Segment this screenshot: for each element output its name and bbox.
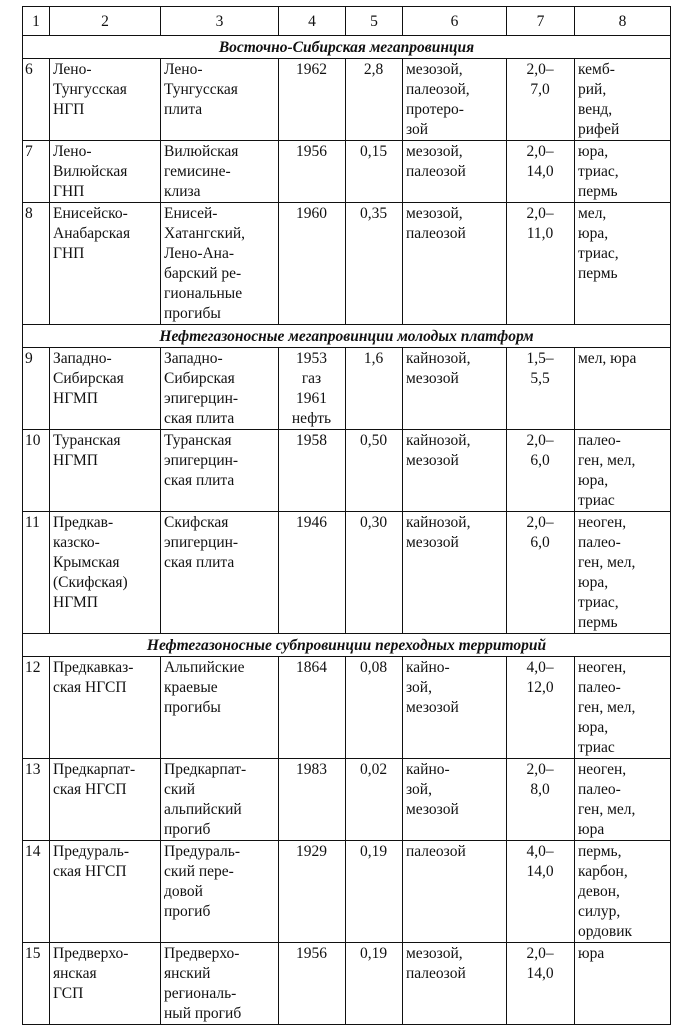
structure-name-text: Предураль- ский пере- довой прогиб <box>164 843 240 920</box>
strata-cell-text: кемб- рий, венд, рифей <box>578 61 620 138</box>
column-header <box>279 7 346 36</box>
row-number-text: 12 <box>25 659 41 676</box>
table-row <box>23 943 671 1025</box>
strata-cell <box>575 943 671 1025</box>
section-title <box>23 325 671 348</box>
value-cell <box>346 141 403 203</box>
depth-range-text: 4,0– 12,0 <box>526 659 554 696</box>
column-header-text: 4 <box>308 13 316 30</box>
province-name-text: Западно- Сибирская НГМП <box>53 350 124 407</box>
value-cell <box>346 203 403 325</box>
row-number-text: 13 <box>25 761 41 778</box>
section-header-row <box>23 325 671 348</box>
value-cell-text: 0,50 <box>359 432 388 449</box>
column-header <box>50 7 161 36</box>
discovery-year-text: 1960 <box>296 205 327 222</box>
era-cell-text: мезозой, палеозой <box>406 143 466 180</box>
province-name <box>50 512 161 634</box>
structure-name <box>161 759 279 841</box>
table-row <box>23 512 671 634</box>
column-header-text: 8 <box>618 13 627 30</box>
value-cell <box>346 512 403 634</box>
province-name-text: Предкавказ- ская НГСП <box>53 659 134 696</box>
column-header <box>161 7 279 36</box>
strata-cell <box>575 203 671 325</box>
discovery-year <box>279 430 346 512</box>
depth-range-text: 1,5– 5,5 <box>526 350 554 387</box>
row-number <box>23 657 50 759</box>
province-name-text: Енисейско- Анабарская ГНП <box>53 205 131 262</box>
strata-cell <box>575 657 671 759</box>
structure-name <box>161 657 279 759</box>
depth-range-text: 2,0– 14,0 <box>526 143 554 180</box>
era-cell-text: мезозой, палеозой <box>406 945 466 982</box>
discovery-year-text: 1956 <box>296 945 327 962</box>
row-number <box>23 512 50 634</box>
column-header <box>346 7 403 36</box>
strata-cell-text: юра, триас, пермь <box>578 143 619 200</box>
table-row <box>23 203 671 325</box>
structure-name-text: Предверхо- янский региональ- ный прогиб <box>164 945 242 1022</box>
era-cell-text: мезозой, палеозой <box>406 205 466 242</box>
province-name-text: Предкав- казско- Крымская (Скифская) НГМП <box>53 514 128 611</box>
depth-range <box>507 512 575 634</box>
discovery-year <box>279 141 346 203</box>
era-cell <box>403 657 507 759</box>
era-cell <box>403 943 507 1025</box>
value-cell-text: 0,30 <box>359 514 388 531</box>
table-row <box>23 59 671 141</box>
table-row <box>23 841 671 943</box>
section-title <box>23 634 671 657</box>
depth-range-text: 2,0– 6,0 <box>526 432 554 469</box>
data-table <box>22 6 671 1025</box>
column-header-text: 6 <box>450 13 459 30</box>
strata-cell <box>575 430 671 512</box>
section-title-text: Восточно-Сибирская мегапровинция <box>218 39 475 56</box>
row-number-text: 9 <box>25 350 33 367</box>
column-header-text: 5 <box>370 13 378 30</box>
table-row <box>23 430 671 512</box>
discovery-year <box>279 203 346 325</box>
province-name-text: Предкарпат- ская НГСП <box>53 761 136 798</box>
strata-cell <box>575 141 671 203</box>
table-row <box>23 657 671 759</box>
discovery-year <box>279 943 346 1025</box>
discovery-year <box>279 759 346 841</box>
depth-range <box>507 203 575 325</box>
discovery-year-text: 1864 <box>296 659 327 676</box>
province-name <box>50 430 161 512</box>
section-title-text: Нефтегазоносные субпровинции переходных территорий <box>146 637 547 654</box>
strata-cell-text: палео- ген, мел, юра, триас <box>578 432 636 509</box>
section-header-row <box>23 36 671 59</box>
strata-cell <box>575 512 671 634</box>
table-row <box>23 141 671 203</box>
column-header <box>507 7 575 36</box>
column-header <box>23 7 50 36</box>
row-number-text: 7 <box>25 143 33 160</box>
structure-name-text: Западно- Сибирская эпигерцин- ская плита <box>164 350 239 427</box>
structure-name-text: Вилюйская гемисине- клиза <box>164 143 239 200</box>
discovery-year <box>279 512 346 634</box>
era-cell <box>403 203 507 325</box>
strata-cell-text: неоген, палео- ген, мел, юра, триас, пермь <box>578 514 636 631</box>
structure-name-text: Лено- Тунгусская плита <box>164 61 238 118</box>
province-name <box>50 59 161 141</box>
discovery-year-text: 1929 <box>296 843 327 860</box>
depth-range <box>507 943 575 1025</box>
value-cell-text: 1,6 <box>363 350 384 367</box>
structure-name <box>161 59 279 141</box>
strata-cell-text: пермь, карбон, девон, силур, ордовик <box>578 843 633 940</box>
era-cell-text: палеозой <box>406 843 466 860</box>
discovery-year <box>279 841 346 943</box>
province-name <box>50 141 161 203</box>
row-number <box>23 841 50 943</box>
era-cell <box>403 512 507 634</box>
province-name <box>50 657 161 759</box>
row-number-text: 10 <box>25 432 41 449</box>
row-number <box>23 59 50 141</box>
strata-cell <box>575 841 671 943</box>
structure-name <box>161 512 279 634</box>
structure-name <box>161 841 279 943</box>
row-number-text: 6 <box>25 61 33 78</box>
header-row <box>23 7 671 36</box>
strata-cell-text: мел, юра, триас, пермь <box>578 205 619 282</box>
row-number <box>23 141 50 203</box>
structure-name <box>161 430 279 512</box>
depth-range-text: 4,0– 14,0 <box>526 843 554 880</box>
value-cell <box>346 657 403 759</box>
structure-name <box>161 943 279 1025</box>
column-header <box>575 7 671 36</box>
province-name <box>50 203 161 325</box>
depth-range <box>507 430 575 512</box>
era-cell-text: кайнозой, мезозой <box>406 514 471 551</box>
structure-name-text: Енисей- Хатангский, Лено-Ана- барский ре- гиональные прогибы <box>164 205 246 322</box>
structure-name-text: Туранская эпигерцин- ская плита <box>164 432 239 489</box>
row-number <box>23 348 50 430</box>
depth-range <box>507 59 575 141</box>
discovery-year-text: 1946 <box>296 514 327 531</box>
discovery-year <box>279 348 346 430</box>
column-header <box>403 7 507 36</box>
value-cell-text: 0,08 <box>359 659 388 676</box>
province-name <box>50 348 161 430</box>
value-cell-text: 0,15 <box>359 143 388 160</box>
row-number <box>23 759 50 841</box>
value-cell <box>346 759 403 841</box>
province-name-text: Туранская НГМП <box>53 432 121 469</box>
row-number-text: 15 <box>25 945 41 962</box>
row-number <box>23 203 50 325</box>
discovery-year <box>279 657 346 759</box>
section-header-row <box>23 634 671 657</box>
structure-name <box>161 203 279 325</box>
strata-cell <box>575 59 671 141</box>
depth-range <box>507 657 575 759</box>
strata-cell <box>575 759 671 841</box>
strata-cell-text: неоген, палео- ген, мел, юра <box>578 761 636 838</box>
province-name <box>50 943 161 1025</box>
section-title-text: Нефтегазоносные мегапровинции молодых платформ <box>159 328 534 345</box>
value-cell <box>346 348 403 430</box>
depth-range <box>507 841 575 943</box>
row-number <box>23 943 50 1025</box>
era-cell <box>403 841 507 943</box>
era-cell <box>403 430 507 512</box>
structure-name-text: Предкарпат- ский альпийский прогиб <box>164 761 247 838</box>
depth-range-text: 2,0– 7,0 <box>526 61 554 98</box>
table-row <box>23 348 671 430</box>
depth-range <box>507 759 575 841</box>
depth-range-text: 2,0– 6,0 <box>526 514 554 551</box>
structure-name <box>161 348 279 430</box>
discovery-year-text: 1956 <box>296 143 327 160</box>
value-cell-text: 0,35 <box>359 205 388 222</box>
era-cell-text: мезозой, палеозой, протеро- зой <box>406 61 470 138</box>
strata-cell-text: мел, юра <box>578 350 637 367</box>
discovery-year <box>279 59 346 141</box>
era-cell-text: кайнозой, мезозой <box>406 350 471 387</box>
discovery-year-text: 1962 <box>296 61 327 78</box>
value-cell <box>346 841 403 943</box>
column-header-text: 3 <box>215 13 224 30</box>
column-header-text: 2 <box>101 13 109 30</box>
discovery-year-text: 1953 газ 1961 нефть <box>291 350 332 427</box>
section-title <box>23 36 671 59</box>
era-cell <box>403 759 507 841</box>
row-number-text: 8 <box>25 205 33 222</box>
value-cell <box>346 430 403 512</box>
era-cell <box>403 141 507 203</box>
value-cell-text: 2,8 <box>363 61 384 78</box>
era-cell <box>403 348 507 430</box>
row-number-text: 11 <box>25 514 40 531</box>
strata-cell-text: юра <box>578 945 605 962</box>
province-name-text: Предверхо- янская ГСП <box>53 945 129 1002</box>
structure-name-text: Альпийские краевые прогибы <box>164 659 245 716</box>
table-row <box>23 759 671 841</box>
strata-cell-text: неоген, палео- ген, мел, юра, триас <box>578 659 636 756</box>
structure-name <box>161 141 279 203</box>
value-cell-text: 0,02 <box>359 761 388 778</box>
value-cell <box>346 59 403 141</box>
province-name-text: Предураль- ская НГСП <box>53 843 129 880</box>
row-number-text: 14 <box>25 843 41 860</box>
value-cell-text: 0,19 <box>359 843 388 860</box>
depth-range-text: 2,0– 8,0 <box>526 761 554 798</box>
strata-cell <box>575 348 671 430</box>
province-name <box>50 841 161 943</box>
column-header-text: 7 <box>536 13 545 30</box>
depth-range <box>507 348 575 430</box>
era-cell <box>403 59 507 141</box>
province-name <box>50 759 161 841</box>
structure-name-text: Скифская эпигерцин- ская плита <box>164 514 239 571</box>
province-name-text: Лено- Тунгусская НГП <box>53 61 127 118</box>
discovery-year-text: 1983 <box>296 761 327 778</box>
era-cell-text: кайно- зой, мезозой <box>406 761 459 818</box>
depth-range-text: 2,0– 11,0 <box>526 205 554 242</box>
value-cell <box>346 943 403 1025</box>
value-cell-text: 0,19 <box>359 945 388 962</box>
depth-range-text: 2,0– 14,0 <box>526 945 554 982</box>
column-header-text: 1 <box>32 13 40 30</box>
row-number <box>23 430 50 512</box>
era-cell-text: кайнозой, мезозой <box>406 432 471 469</box>
province-name-text: Лено- Вилюйская ГНП <box>53 143 128 200</box>
depth-range <box>507 141 575 203</box>
discovery-year-text: 1958 <box>296 432 327 449</box>
era-cell-text: кайно- зой, мезозой <box>406 659 459 716</box>
